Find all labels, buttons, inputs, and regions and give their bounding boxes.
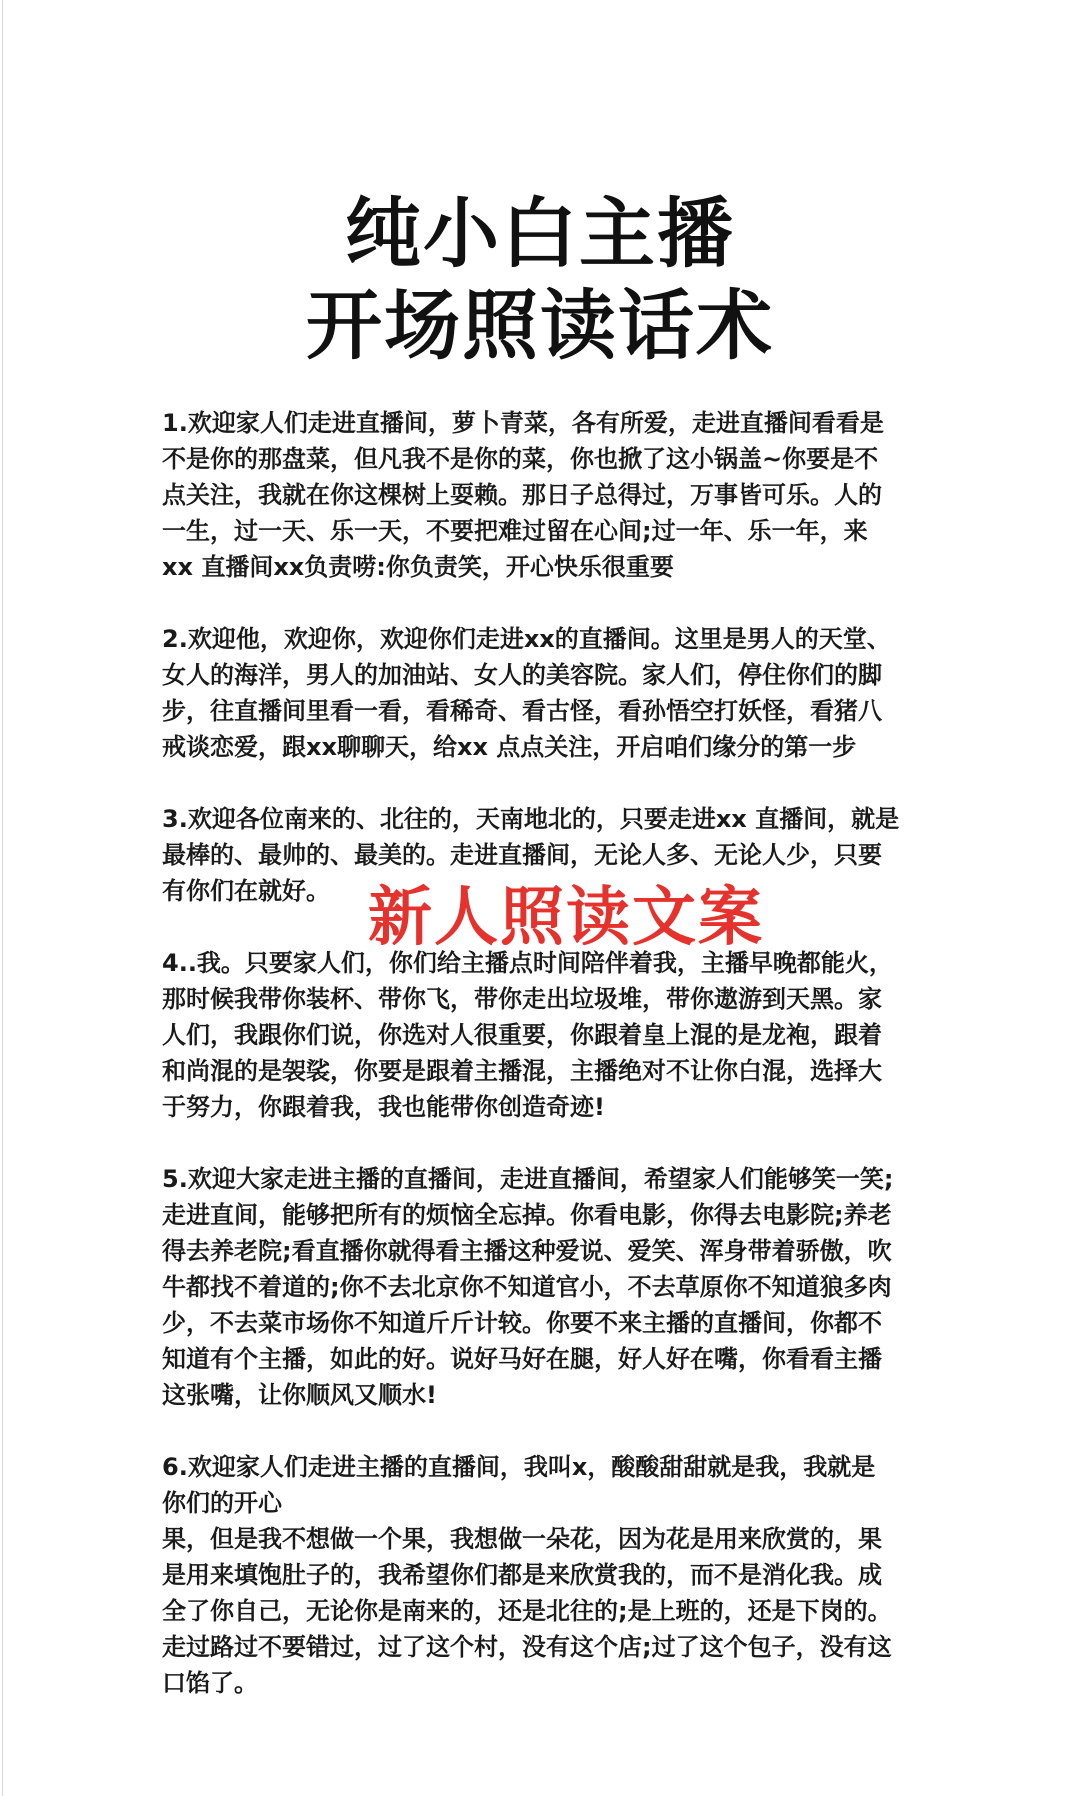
paragraph-line: 果，但是我不想做一个果，我想做一朵花，因为花是用来欣赏的，果: [162, 1525, 882, 1553]
paragraph-line: 知道有个主播，如此的好。说好马好在腿，好人好在嘴，你看看主播: [162, 1345, 882, 1373]
paragraph-1: [162, 405, 922, 585]
paragraph-4: [162, 945, 922, 1125]
paragraph-line: 4..我。只要家人们，你们给主播点时间陪伴着我，主播早晚都能火，: [162, 949, 893, 977]
paragraph-line: 人们，我跟你们说，你选对人很重要，你跟着皇上混的是龙袍，跟着: [162, 1021, 882, 1049]
paragraph-line: 和尚混的是袈裟，你要是跟着主播混，主播绝对不让你白混，选择大: [162, 1057, 882, 1085]
paragraph-line: 1.欢迎家人们走进直播间，萝卜青菜，各有所爱，走进直播间看看是: [162, 409, 884, 437]
paragraph-line: xx 直播间xx负责唠:你负责笑，开心快乐很重要: [162, 553, 674, 581]
paragraph-line: 于努力，你跟着我，我也能带你创造奇迹!: [162, 1093, 605, 1121]
paragraph-line: 最棒的、最帅的、最美的。走进直播间，无论人多、无论人少，只要: [162, 841, 882, 869]
paragraph-line: 有你们在就好。: [162, 877, 330, 905]
paragraph-line: 走过路过不要错过，过了这个村，没有这个店;过了这个包子，没有这: [162, 1633, 892, 1661]
title-line-2: 开场照读话术: [306, 281, 774, 370]
script-body: [162, 405, 922, 1737]
paragraph-line: 得去养老院;看直播你就得看主播这种爱说、爱笑、浑身带着骄傲，吹: [162, 1237, 892, 1265]
overlay-label: 新人照读文案: [368, 881, 764, 955]
paragraph-line: 牛都找不着道的;你不去北京你不知道官小，不去草原你不知道狼多肉: [162, 1273, 892, 1301]
paragraph-line: 点关注，我就在你这棵树上耍赖。那日子总得过，万事皆可乐。人的: [162, 481, 882, 509]
paragraph-line: 口馅了。: [162, 1669, 258, 1697]
title-line-1: 纯小白主播: [345, 189, 735, 278]
paragraph-line: 3.欢迎各位南来的、北往的，天南地北的，只要走进xx 直播间，就是: [162, 805, 900, 833]
paragraph-line: 女人的海洋，男人的加油站、女人的美容院。家人们，停住你们的脚: [162, 661, 882, 689]
paragraph-line: 少，不去菜市场你不知道斤斤计较。你要不来主播的直播间，你都不: [162, 1309, 882, 1337]
paragraph-line: 步，往直播间里看一看，看稀奇、看古怪，看孙悟空打妖怪，看猪八: [162, 697, 882, 725]
paragraph-line: 一生，过一天、乐一天，不要把难过留在心间;过一年、乐一年，来: [162, 517, 868, 545]
paragraph-line: 这张嘴，让你顺风又顺水!: [162, 1381, 437, 1409]
paragraph-line: 5.欢迎大家走进主播的直播间，走进直播间，希望家人们能够笑一笑;: [162, 1165, 894, 1193]
paragraph-5: [162, 1161, 922, 1413]
paragraph-line: 那时候我带你装杯、带你飞，带你走出垃圾堆，带你遨游到天黑。家: [162, 985, 882, 1013]
paragraph-line: 不是你的那盘菜，但凡我不是你的菜，你也掀了这小锅盖~你要是不: [162, 445, 879, 473]
paragraph-6: [162, 1449, 922, 1701]
paragraph-line: 6.欢迎家人们走进主播的直播间，我叫x，酸酸甜甜就是我，我就是: [162, 1453, 876, 1481]
paragraph-line: 你们的开心: [162, 1489, 282, 1517]
paragraph-line: 是用来填饱肚子的，我希望你们都是来欣赏我的，而不是消化我。成: [162, 1561, 882, 1589]
paragraph-line: 戒谈恋爱，跟xx聊聊天，给xx 点点关注，开启咱们缘分的第一步: [162, 733, 857, 761]
paragraph-line: 2.欢迎他，欢迎你，欢迎你们走进xx的直播间。这里是男人的天堂、: [162, 625, 891, 653]
paragraph-2: [162, 621, 922, 765]
paragraph-line: 走进直间，能够把所有的烦恼全忘掉。你看电影，你得去电影院;养老: [162, 1201, 892, 1229]
paragraph-line: 全了你自己，无论你是南来的，还是北往的;是上班的，还是下岗的。: [162, 1597, 892, 1625]
